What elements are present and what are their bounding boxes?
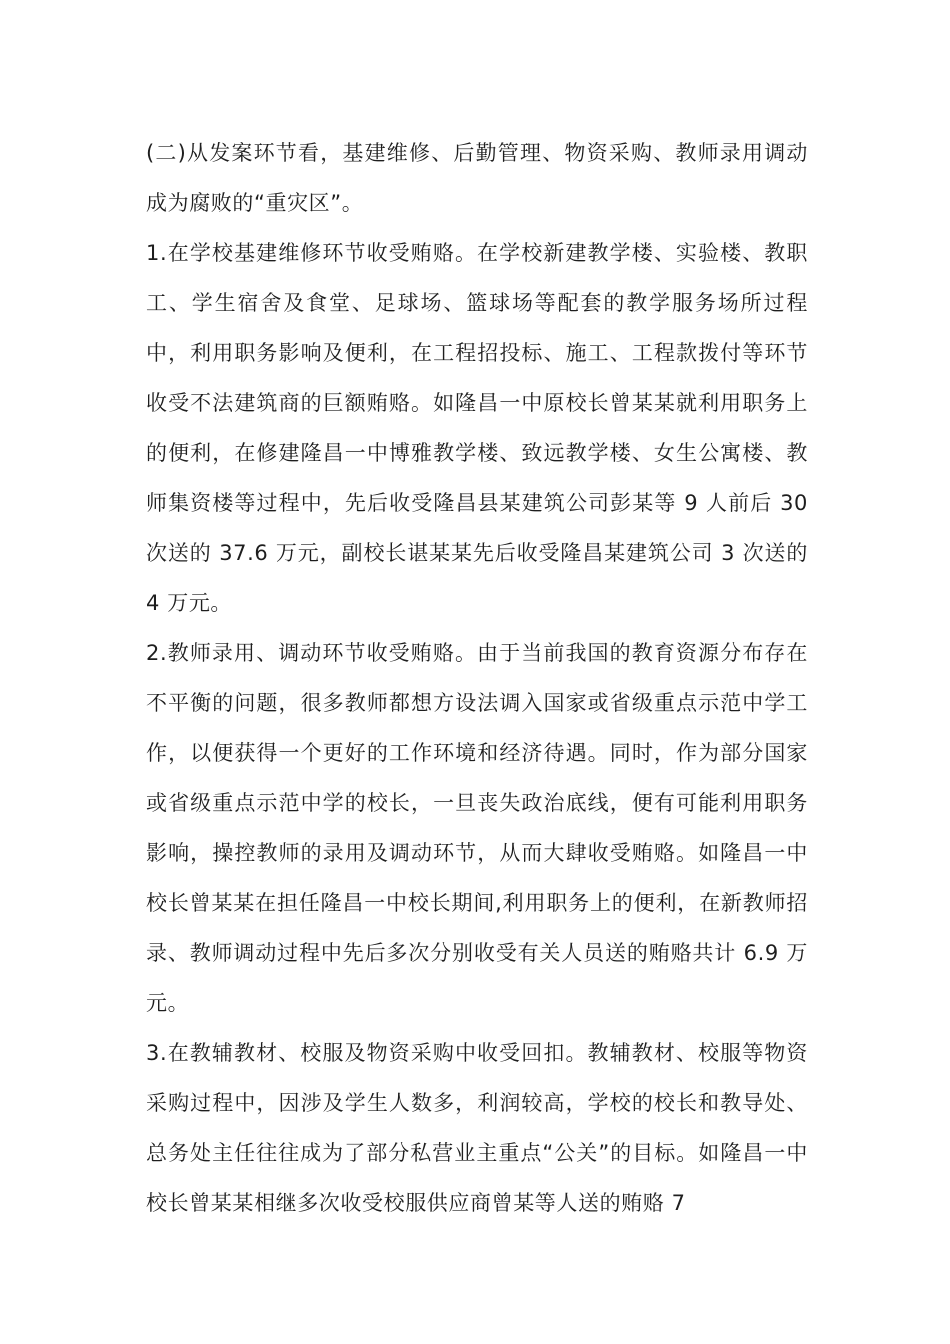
document-body bbox=[146, 128, 808, 1228]
paragraph-item-3: 3.在教辅教材、校服及物资采购中收受回扣。教辅教材、校服等物资采购过程中，因涉及学生人数多，利润较高，学校的校长和教导处、总务处主任往往成为了部分私营业主重点“公关”的目标。如隆昌一中校长曾某某相继多次收受校服供应商曾某等人送的贿赂 7 bbox=[146, 1041, 808, 1215]
paragraph-item-2: 2.教师录用、调动环节收受贿赂。由于当前我国的教育资源分布存在不平衡的问题，很多教师都想方设法调入国家或省级重点示范中学工作，以便获得一个更好的工作环境和经济待遇。同时，作为部分国家或省级重点示范中学的校长，一旦丧失政治底线，便有可能利用职务影响，操控教师的录用及调动环节，从而大肆收受贿赂。如隆昌一中校长曾某某在担任隆昌一中校长期间,利用职务上的便利，在新教师招录、教师调动过程中先后多次分别收受有关人员送的贿赂共计 6.9 万元。 bbox=[146, 641, 808, 1015]
paragraph-section-heading: (二)从发案环节看，基建维修、后勤管理、物资采购、教师录用调动成为腐败的“重灾区”。 bbox=[146, 141, 808, 215]
paragraph-item-1: 1.在学校基建维修环节收受贿赂。在学校新建教学楼、实验楼、教职工、学生宿舍及食堂、足球场、篮球场等配套的教学服务场所过程中，利用职务影响及便利，在工程招投标、施工、工程款拨付等环节收受不法建筑商的巨额贿赂。如隆昌一中原校长曾某某就利用职务上的便利，在修建隆昌一中博雅教学楼、致远教学楼、女生公寓楼、教师集资楼等过程中，先后收受隆昌县某建筑公司彭某等 9 人前后 30 次送的 37.6 万元，副校长谌某某先后收受隆昌某建筑公司 3 次送的 4 万元。 bbox=[146, 241, 808, 615]
